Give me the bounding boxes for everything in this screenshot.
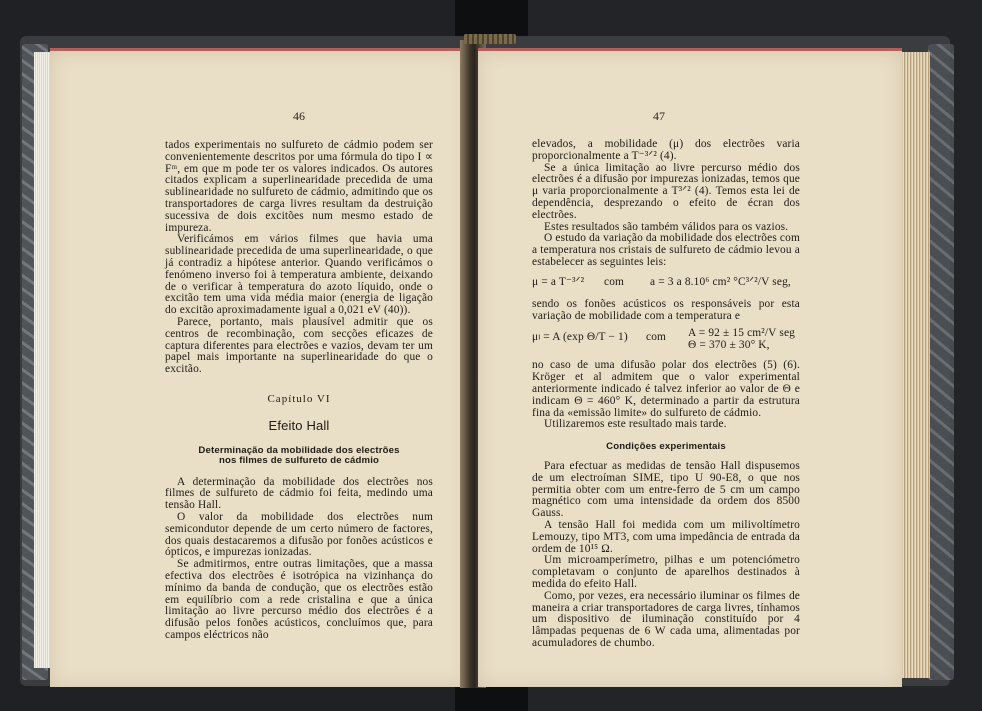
formula-1-with: com xyxy=(604,275,625,288)
formula-2-left: μₗ = A (exp Θ/T − 1) xyxy=(532,331,628,344)
formula-2-right-2: Θ = 370 ± 30° K, xyxy=(688,339,770,352)
left-page xyxy=(50,48,468,687)
right-paragraph-7: Utilizaremos este resultado mais tarde. xyxy=(544,418,727,431)
left-paragraph-6: Se admitirmos, entre outras limitações, que a massa efectiva dos electrões é isotrópica na vizinhança do mínimo da banda de condução, que os electrões estão em equilíbrio com a rede cristalina e que a única limitação ao livre percurso médio dos electrões é a difusão pelos fonões acústicos, concluímos que, para campos eléctricos não xyxy=(165,558,433,641)
right-paragraph-8: Para efectuar as medidas de tensão Hall dispusemos de um electroíman SIME, tipo U 90-E8, o que nos permitia obter com um entre-ferro de 5 cm um campo magnético com uma intensidade da ordem dos 8500 Gauss. xyxy=(532,459,800,520)
left-paragraph-1: tados experimentais no sulfureto de cádmio podem ser convenientemente descritos por uma fórmula do tipo I ∝ Fᵐ, em que m pode ter os valores indicados. Os autores citados explicam a superlinearidade precedida de uma sublinearidade no sulfureto de cádmio, admitindo que os transportadores de carga livres resultam da destruição sucessiva de dois excitões num mesmo estado de impureza. xyxy=(165,139,433,234)
right-page xyxy=(478,48,902,687)
formula-2 xyxy=(532,328,800,354)
subtitle-line-1: Determinação da mobilidade dos electrões xyxy=(198,444,400,456)
page-edges-left xyxy=(34,52,50,668)
formula-2-with: com xyxy=(646,331,667,344)
right-paragraph-4: O estudo da variação da mobilidade dos electrões com a temperatura nos cristais de sulfureto de cádmio levou a estabelecer as seguintes leis: xyxy=(532,232,800,268)
right-paragraph-6: no caso de uma difusão polar dos electrões (5) (6). Kröger et al admitem que o valor experimental anteriormente indicado é talvez inferior ao valor de Θ e indicam Θ = 460° K, determinado a partir da estrutura fina da «emissão limite» do sulfureto de cádmio. xyxy=(532,359,800,419)
right-page-number: 47 xyxy=(653,109,665,123)
chapter-label: Capítulo VI xyxy=(267,392,331,405)
left-paragraph-4: A determinação da mobilidade dos electrões nos filmes de sulfureto de cádmio foi feita, medindo uma tensão Hall. xyxy=(165,475,433,512)
left-page-text xyxy=(165,140,433,642)
formula-1-left: μ = a T⁻³ᐟ² xyxy=(532,275,585,288)
left-page-number: 46 xyxy=(293,109,305,123)
right-paragraph-3: Estes resultados são também válidos para os vazios. xyxy=(544,220,789,233)
section-title: Efeito Hall xyxy=(268,417,330,433)
right-paragraph-9: A tensão Hall foi medida com um milivoltímetro Lemouzy, tipo MT3, com uma impedância de entrada da ordem de 10¹⁵ Ω. xyxy=(532,518,800,555)
formula-1 xyxy=(532,277,800,291)
right-paragraph-2: Se a única limitação ao livre percurso médio dos electrões é a difusão por impurezas ionizadas, temos que μ varia proporcionalmente a T³ᐟ² (4). Temos esta lei de dependência, desprezando o efeito de écran dos electrões. xyxy=(532,161,800,221)
formula-1-right: a = 3 a 8.10⁶ cm² °C³ᐟ²/V seg, xyxy=(650,275,791,288)
left-paragraph-3: Parece, portanto, mais plausível admitir que os centros de recombinação, com secções eficazes de captura diferentes para electrões e vazios, devam ter um papel mais importante na superlinearidade do que o excitão. xyxy=(165,315,433,376)
right-paragraph-11: Como, por vezes, era necessário iluminar os filmes de maneira a criar transportadores de carga livres, tínhamos um dispositivo de iluminação constituído por 4 lâmpadas pequenas de 6 W cada uma, alimentadas por acumuladores de chumbo. xyxy=(532,589,800,649)
left-paragraph-5: O valor da mobilidade dos electrões num semicondutor depende de um certo número de factores, dos quais destacaremos a difusão por fonões acústicos e ópticos, e impurezas ionizadas. xyxy=(165,510,433,559)
left-paragraph-2: Verificámos em vários filmes que havia uma sublinearidade precedida de uma superlinearidade, o que já contradiz a hipótese anterior. Quando verificámos o fenómeno inverso foi à temperatura ambiente, deixando de o verificar à temperatura do azoto líquido, onde o excitão tem uma vida média maior (energia de ligação do excitão aproximadamente igual a 0,021 eV (40)). xyxy=(165,233,433,317)
subtitle-line-2: nos filmes de sulfureto de cádmio xyxy=(218,455,380,467)
page-edges-right xyxy=(900,52,930,678)
marbled-cover-right xyxy=(928,44,954,680)
conditions-heading: Condições experimentais xyxy=(606,441,726,453)
right-page-text xyxy=(532,139,800,650)
headband xyxy=(464,34,516,44)
right-paragraph-5: sendo os fonões acústicos os responsáveis por esta variação de mobilidade com a temperatura e xyxy=(532,297,800,322)
right-paragraph-1: elevados, a mobilidade (μ) dos electrões varia proporcionalmente a T⁻³ᐟ² (4). xyxy=(532,138,800,162)
formula-2-right-1: A = 92 ± 15 cm²/V seg xyxy=(688,327,795,340)
right-paragraph-10: Um microamperímetro, pilhas e um potenciómetro completavam o conjunto de aparelhos destinados à medida do efeito Hall. xyxy=(532,554,800,590)
